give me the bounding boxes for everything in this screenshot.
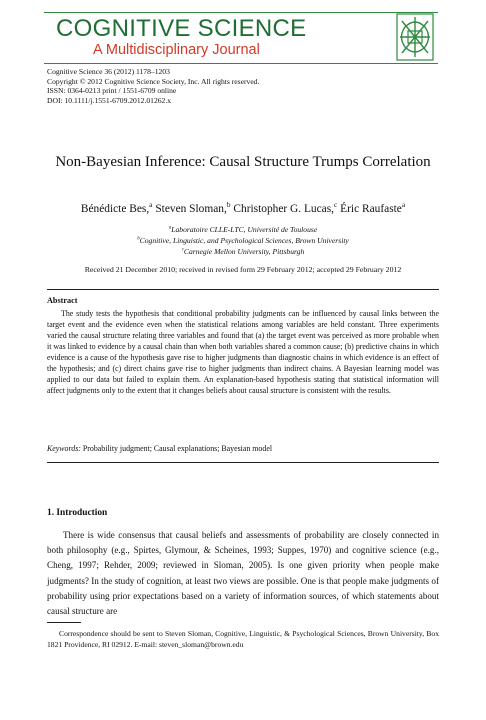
affil-text: Cognitive, Linguistic, and Psychological Sciences, Brown University <box>139 236 349 245</box>
affil-mark: c <box>181 247 184 253</box>
divider <box>47 462 439 463</box>
journal-subtitle: A Multidisciplinary Journal <box>93 42 260 58</box>
author: Christopher G. Lucas, <box>233 203 335 215</box>
footnote-divider <box>47 622 81 623</box>
doi: DOI: 10.1111/j.1551-6709.2012.01262.x <box>47 95 172 105</box>
keywords-label: Keywords: <box>47 444 81 453</box>
author-affil-mark: a <box>401 200 406 210</box>
affil-text: Laboratoire CLLE-LTC, Université de Toulouse <box>171 225 318 234</box>
section-heading: 1. Introduction <box>47 508 108 518</box>
affiliation <box>40 235 446 246</box>
knot-logo-icon <box>396 13 434 61</box>
footnote: Correspondence should be sent to Steven Sloman, Cognitive, Linguistic, & Psychological Sciences, Brown University, Box 1821 Providence, RI 02912. E-mail: steven_sloman@brown.edu <box>47 629 439 649</box>
keywords <box>47 444 272 453</box>
copyright: Copyright © 2012 Cognitive Science Society, Inc. All rights reserved. <box>47 76 260 86</box>
affiliation <box>40 224 446 235</box>
abstract-heading: Abstract <box>47 296 78 305</box>
issn: ISSN: 0364-0213 print / 1551-6709 online <box>47 86 177 96</box>
introduction-text: There is wide consensus that causal beliefs and assessments of probability are closely connected in both philosophy (e.g., Spirtes, Glymour, & Scheines, 1993; Suppes, 1970) and cognitive science (e.g., Cheng, 1997; Rehder, 2009; reviewed in Sloman, 2005). Is one given priority when people make judgments? In the study of cognition, at least two views are possible. One is that people make judgments of probability using prior expectations based on a variety of information sources, of which statements about causal structure are <box>47 530 439 617</box>
author: Bénédicte Bes, <box>80 203 150 215</box>
paper-title: Non-Bayesian Inference: Causal Structure Trumps Correlation <box>55 154 431 170</box>
abstract-text: The study tests the hypothesis that conditional probability judgments can be influenced by causal links between the target event and the evidence even when the statistical relations among variables are held constant. Three experiments varied the causal structure relating three variables and found that (a) the target event was perceived as more probable when it was linked to evidence by a causal chain than when both variables shared a common cause; (b) predictive chains in which evidence is a cause of the hypothesis gave rise to higher judgments than diagnostic chains in which evidence is an effect of the hypothesis; and (c) direct chains gave rise to higher judgments than indirect chains. A Bayesian learning model was applied to our data but failed to explain them. An explanation-based hypothesis stating that statistical information will affect judgments only to the extent that it changes beliefs about causal structure is consistent with the results. <box>47 309 439 395</box>
journal-name: COGNITIVE SCIENCE <box>56 15 307 42</box>
author-list <box>30 200 456 215</box>
divider <box>47 289 439 290</box>
author: Éric Raufaste <box>340 203 402 215</box>
author-affil-mark: c <box>334 200 338 210</box>
received-dates: Received 21 December 2010; received in revised form 29 February 2012; accepted 29 February 2012 <box>84 265 402 274</box>
author-affil-mark: a <box>149 200 153 210</box>
keywords-text: Probability judgment; Causal explanations; Bayesian model <box>82 444 273 453</box>
affil-mark: a <box>168 225 172 231</box>
journal-banner <box>44 12 438 64</box>
author-affil-mark: b <box>226 200 231 210</box>
affil-text: Carnegie Mellon University, Pittsburgh <box>183 247 305 256</box>
article-metadata <box>47 67 259 105</box>
affil-mark: b <box>137 236 140 242</box>
affiliation <box>40 246 446 257</box>
author: Steven Sloman, <box>155 203 227 215</box>
citation: Cognitive Science 36 (2012) 1178–1203 <box>47 67 170 76</box>
affiliations <box>40 224 446 257</box>
